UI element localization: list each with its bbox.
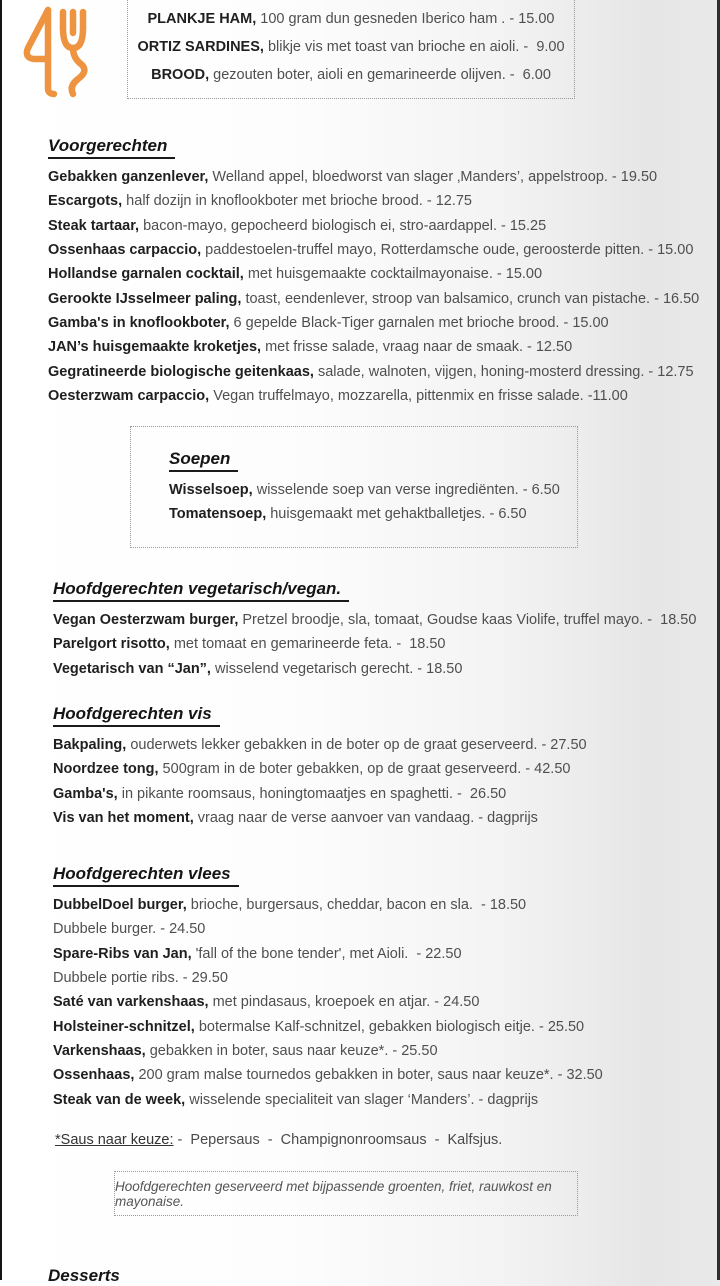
menu-item (128, 33, 574, 61)
fork-knife-logo-icon (12, 4, 94, 98)
section-heading-row (169, 449, 577, 472)
menu-item-name: Ossenhaas, (53, 1067, 135, 1084)
menu-item-name: Vis van het moment, (53, 809, 194, 826)
section-heading: Hoofdgerechten vis (53, 704, 220, 727)
menu-item-desc: Welland appel, bloedworst van slager ‚Manders’, appelstroop. - 19.50 (208, 169, 658, 185)
menu-item-name: Gamba's in knoflookboter, (48, 314, 230, 331)
menu-item-desc: Pretzel broodje, sla, tomaat, Goudse kaas Violife, truffel mayo. - 18.50 (238, 612, 697, 628)
serving-note-box (114, 1171, 578, 1216)
menu-item (53, 966, 603, 990)
menu-item (53, 733, 587, 757)
menu-item-desc: Dubbele portie ribs. - 29.50 (53, 969, 228, 986)
menu-item (48, 214, 699, 238)
menu-item-desc: gezouten boter, aioli en gemarineerde olijven. - 6.00 (209, 67, 551, 83)
menu-item-desc: 500gram in de boter gebakken, op de graat geserveerd. - 42.50 (158, 761, 571, 778)
menu-item-name: Gebakken ganzenlever, (48, 169, 209, 185)
menu-item-desc: 100 gram dun gesneden Iberico ham . - 15.00 (256, 11, 555, 27)
menu-item-desc: brioche, burgersaus, cheddar, bacon en sla. - 18.50 (186, 897, 527, 913)
menu-item-desc: salade, walnoten, vijgen, honing-mosterd dressing. - 12.75 (313, 363, 694, 380)
menu-item (48, 165, 699, 189)
menu-item-desc: half dozijn in knoflookboter met brioche brood. - 12.75 (122, 193, 472, 210)
menu-item (53, 1088, 603, 1112)
menu-item-name: Ossenhaas carpaccio, (48, 241, 202, 258)
menu-item (48, 189, 699, 213)
section-heading: Hoofdgerechten vegetarisch/vegan. (53, 579, 349, 602)
knife-shape (48, 10, 54, 94)
desserts-heading: Desserts (48, 1266, 120, 1285)
menu-item-name: Spare-Ribs van Jan, (53, 945, 192, 962)
menu-section (48, 136, 699, 408)
section-heading: Soepen (169, 449, 238, 472)
serving-note-text: Hoofdgerechten geserveerd met bijpassende groenten, friet, rauwkost en mayonaise. (115, 1178, 552, 1209)
fork-handle (72, 48, 85, 94)
menu-item (53, 1015, 603, 1039)
menu-item-name: Noordzee tong, (53, 761, 159, 778)
menu-item-desc: 200 gram malse tournedos gebakken in boter, saus naar keuze*. - 32.50 (134, 1067, 603, 1084)
menu-item (48, 360, 699, 384)
menu-item-desc: blikje vis met toast van brioche en aioli. - 9.00 (263, 39, 565, 55)
menu-item-desc: toast, eendenlever, stroop van balsamico, crunch van pistache. - 16.50 (241, 290, 700, 307)
menu-item-desc: met frisse salade, vraag naar de smaak. - 12.50 (261, 339, 573, 356)
menu-item-desc: 6 gepelde Black-Tiger garnalen met brioche brood. - 15.00 (229, 314, 609, 331)
menu-item (48, 311, 699, 335)
menu-item (53, 757, 587, 781)
menu-section (53, 704, 587, 830)
sauce-note (55, 1129, 502, 1151)
section-heading-row (53, 864, 603, 887)
menu-item (53, 632, 696, 656)
menu-item-name: JAN’s huisgemaakte kroketjes, (48, 339, 262, 356)
menu-item-desc: ouderwets lekker gebakken in de boter op de graat geserveerd. - 27.50 (126, 737, 587, 753)
menu-item-name: Bakpaling, (53, 737, 127, 753)
section-heading-row (53, 704, 587, 727)
menu-item (53, 917, 603, 941)
menu-item-desc: 'fall of the bone tender', met Aioli. - 22.50 (191, 945, 462, 962)
menu-item-name: Gerookte IJsselmeer paling, (48, 290, 242, 307)
section-heading: Voorgerechten (48, 136, 175, 159)
menu-item-name: Hollandse garnalen cocktail, (48, 266, 244, 283)
menu-item-name: PLANKJE HAM, (147, 11, 257, 27)
menu-item-desc: botermalse Kalf-schnitzel, gebakken biologisch eitje. - 25.50 (194, 1018, 585, 1035)
menu-item (53, 657, 696, 681)
menu-item-name: DubbelDoel burger, (53, 897, 187, 913)
menu-item-desc: met huisgemaakte cocktailmayonaise. - 15.00 (243, 266, 543, 283)
menu-item-desc: wisselende soep van verse ingrediënten. - 6.50 (252, 482, 560, 498)
menu-item (53, 893, 603, 917)
menu-item-desc: vraag naar de verse aanvoer van vandaag. - dagprijs (193, 809, 538, 826)
menu-item-name: ORTIZ SARDINES, (137, 39, 264, 55)
menu-item-name: Steak van de week, (53, 1091, 186, 1108)
menu-item-desc: met pindasaus, kroepoek en atjar. - 24.50 (208, 994, 480, 1011)
menu-item (53, 1063, 603, 1087)
menu-item-name: Wisselsoep, (169, 482, 253, 498)
menu-item (169, 478, 577, 502)
section-items (48, 165, 699, 408)
sauce-note-label: *Saus naar keuze: (55, 1132, 174, 1148)
specials-box (127, 0, 575, 99)
menu-item-name: Holsteiner-schnitzel, (53, 1018, 195, 1035)
menu-item-name: Tomatensoep, (169, 506, 267, 523)
menu-item-name: Steak tartaar, (48, 217, 140, 234)
menu-item-desc: Dubbele burger. - 24.50 (53, 921, 206, 938)
menu-item (53, 782, 587, 806)
menu-item (48, 384, 699, 408)
menu-item (53, 990, 603, 1014)
sauce-note-options: - Pepersaus - Champignonroomsaus - Kalfsjus. (173, 1132, 503, 1148)
menu-item-desc: bacon-mayo, gepocheerd biologisch ei, stro-aardappel. - 15.25 (139, 217, 547, 234)
menu-item-desc: paddestoelen-truffel mayo, Rotterdamsche oude, geroosterde pitten. - 15.00 (201, 241, 694, 258)
menu-item-desc: in pikante roomsaus, honingtomaatjes en spaghetti. - 26.50 (117, 785, 507, 802)
menu-item (128, 5, 574, 33)
menu-item-desc: Vegan truffelmayo, mozzarella, pittenmix en frisse salade. -11.00 (209, 387, 628, 404)
menu-item-name: Escargots, (48, 193, 123, 210)
menu-item-name: Gegratineerde biologische geitenkaas, (48, 363, 314, 380)
menu-item-name: BROOD, (151, 67, 210, 83)
menu-item-name: Gamba's, (53, 785, 118, 802)
menu-item (48, 335, 699, 359)
menu-item (53, 608, 696, 632)
menu-item-name: Oesterzwam carpaccio, (48, 387, 210, 404)
section-heading: Hoofdgerechten vlees (53, 864, 239, 887)
menu-item-desc: met tomaat en gemarineerde feta. - 18.50 (169, 636, 446, 653)
menu-section (130, 426, 578, 548)
menu-item-name: Saté van varkenshaas, (53, 994, 209, 1011)
section-items (53, 893, 603, 1112)
menu-item-name: Vegetarisch van “Jan”, (53, 660, 211, 677)
menu-item-desc: gebakken in boter, saus naar keuze*. - 25.50 (145, 1042, 438, 1059)
section-items (53, 733, 587, 830)
menu-item (48, 238, 699, 262)
menu-item-desc: wisselende specialiteit van slager ‘Manders’. - dagprijs (185, 1091, 539, 1108)
menu-item (53, 942, 603, 966)
menu-item (53, 1039, 603, 1063)
menu-item (48, 287, 699, 311)
section-items (53, 608, 696, 681)
menu-item-desc: wisselend vegetarisch gerecht. - 18.50 (210, 660, 463, 677)
menu-item (169, 502, 577, 526)
menu-item-desc: huisgemaakt met gehaktballetjes. - 6.50 (266, 506, 527, 523)
menu-item-name: Varkenshaas, (53, 1042, 146, 1059)
section-heading-row (48, 136, 699, 159)
section-heading-row (53, 579, 696, 602)
menu-item-name: Parelgort risotto, (53, 636, 170, 653)
menu-section (53, 864, 603, 1112)
menu-section (53, 579, 696, 681)
menu-item (48, 262, 699, 286)
menu-item (128, 61, 574, 89)
section-items (169, 478, 577, 527)
menu-item-name: Vegan Oesterzwam burger, (53, 612, 239, 628)
menu-item (53, 806, 587, 830)
